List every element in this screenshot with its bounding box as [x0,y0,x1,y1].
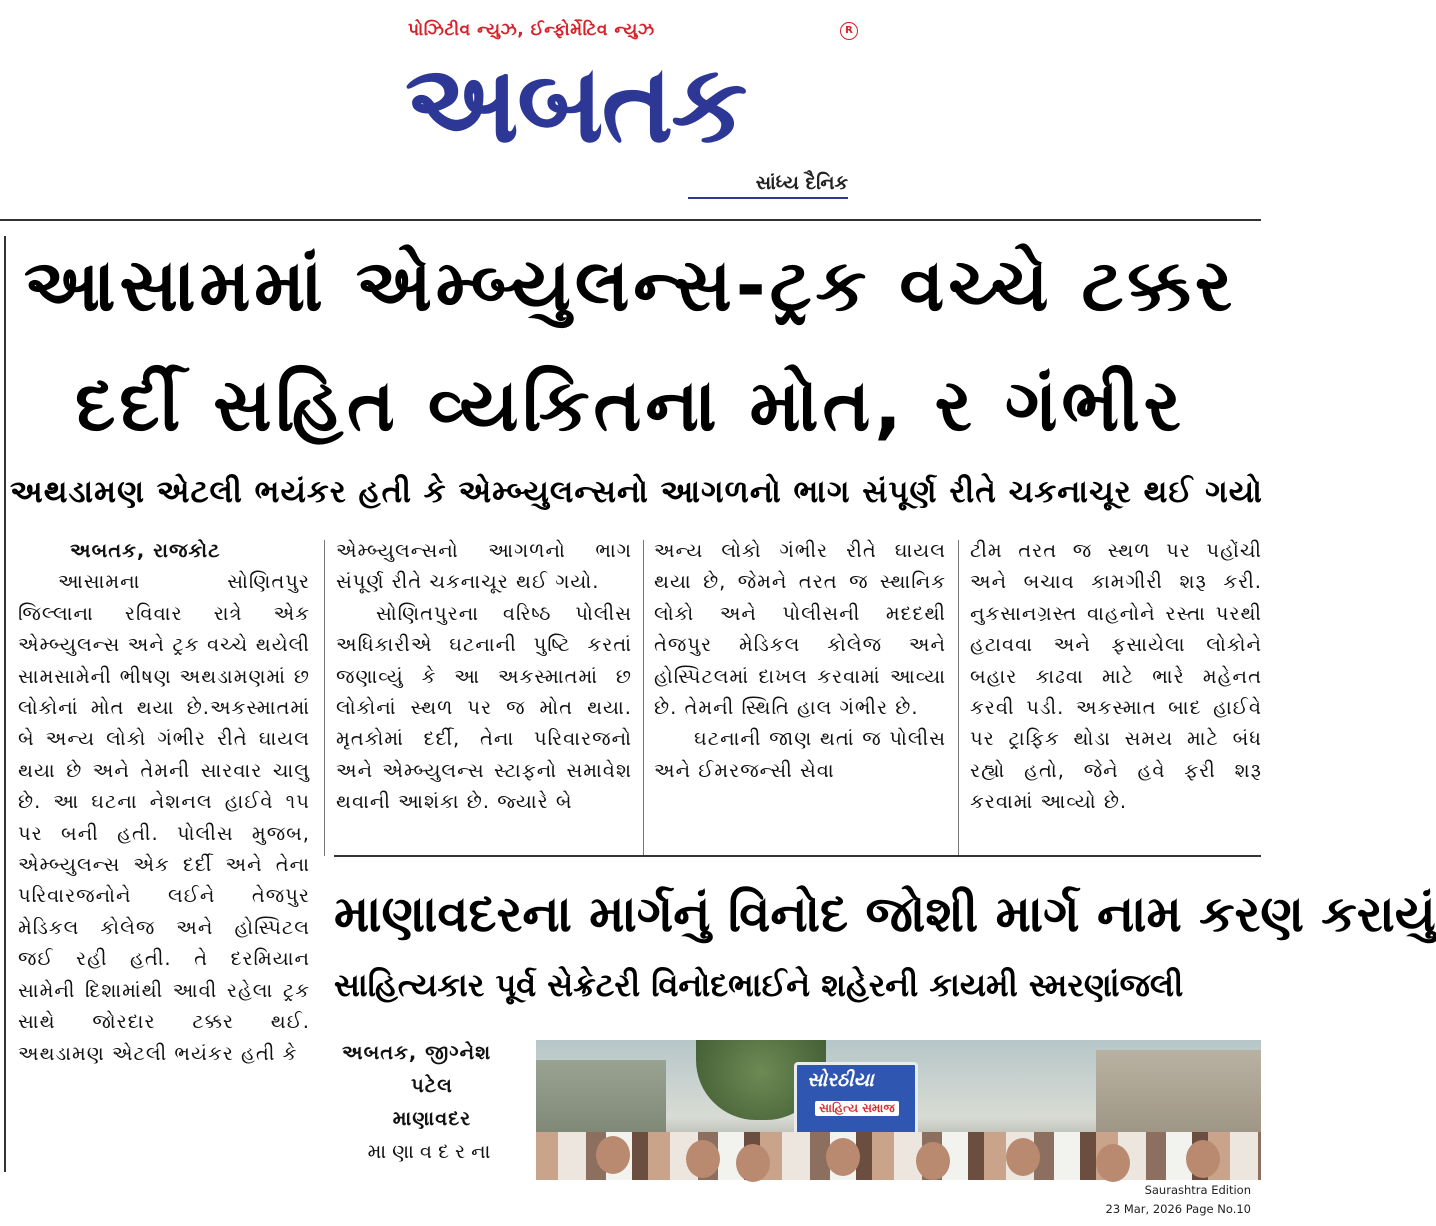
edition-label: Saurashtra Edition [1144,1183,1251,1197]
story1-dateline: અબતક, રાજકોટ [70,539,221,562]
story2-text-start: માણાવદરના [367,1140,497,1163]
photo-person [736,1144,770,1182]
story1-paragraph: એમ્બ્યુલન્સનો આગળનો ભાગ સંપૂર્ણ રીતે ચકનાચૂર થઈ ગયો. [336,539,632,594]
story1-paragraph: અન્ય લોકો ગંભીર રીતે ઘાયલ થયા છે, જેમને તરત જ સ્થાનિક લોકો અને પોલીસની મદદથી તેજપુર મેડિકલ કોલેજ અને હોસ્પિટલમાં દાખલ કરવામાં આવ્યા છે. તેમની સ્થિતિ હાલ ગંભીર છે. [654,539,946,720]
story2-deck: સાહિત્યકાર પૂર્વ સેક્રેટરી વિનોદભાઈને શહેરની કાયમી સ્મરણાંજલી [334,966,1184,1004]
story1-deck: અથડામણ એટલી ભયંકર હતી કે એમ્બ્યુલન્સનો આગળનો ભાગ સંપૂર્ણ રીતે ચકનાચૂર થઈ ગયો [10,474,1263,510]
story2-byline [342,1036,522,1168]
newspaper-logo: અબતક [405,42,746,167]
signboard-subtitle: સાહિત્ય સમાજ [815,1101,899,1116]
story2-headline: માણાવદરના માર્ગનું વિનોદ જોશી માર્ગ નામ કરણ કરાયું [334,885,1436,943]
story1-headline-line2: દર્દી સહિત વ્યકિતના મોત, ર ગંભીર [75,363,1185,447]
story1-paragraph: ઘટનાની જાણ થતાં જ પોલીસ અને ઈમરજન્સી સેવા [654,727,946,782]
photo-signboard [794,1062,918,1136]
photo-person [1096,1144,1130,1182]
story1-headline-line1: આસામમાં એમ્બ્યુલન્સ-ટ્રક વચ્ચે ટક્કર [23,243,1237,327]
masthead-divider [0,219,1261,221]
signboard-title: સોરઠીયા [807,1069,874,1091]
photo-person [1006,1138,1040,1176]
story1-column-1 [18,535,310,1069]
photo-person [826,1138,860,1176]
page-left-border [4,236,6,1172]
date-page-label: 23 Mar, 2026 Page No.10 [1105,1202,1251,1216]
masthead-subtitle: સાંધ્ય દૈનિક [755,172,848,194]
column-divider [643,540,644,856]
photo-person [916,1142,950,1180]
story2-byline-line3: માણાવદર [392,1107,472,1130]
photo-person [1186,1140,1220,1178]
subtitle-underline [688,197,848,199]
story2-byline-line1: અબતક, જીગ્નેશ [342,1041,492,1064]
column-divider [324,540,325,856]
story2-byline-line2: પટેલ [411,1074,453,1097]
story1-paragraph: ટીમ તરત જ સ્થળ પર પહોંચી અને બચાવ કામગીરી શરૂ કરી. નુકસાનગ્રસ્ત વાહનોને રસ્તા પરથી હટાવવા અને ફસાયેલા લોકોને બહાર કાઢવા માટે ભારે મહેનત કરવી પડી. અકસ્માત બાદ હાઈવે પર ટ્રાફિક થોડા સમય માટે બંધ રહ્યો હતો, જેને હવે ફરી શરૂ કરવામાં આવ્યો છે. [970,539,1262,814]
story2-photo [536,1040,1261,1180]
masthead-tagline: પોઝિટીવ ન્યુઝ, ઈન્ફોર્મેટિવ ન્યુઝ [408,20,655,40]
photo-person [596,1136,630,1174]
registered-mark-icon: R [840,22,858,40]
photo-crowd [536,1132,1261,1180]
story1-paragraph: આસામના સોણિતપુર જિલ્લાના રવિવાર રાત્રે એક એમ્બ્યુલન્સ અને ટ્રક વચ્ચે થયેલી સામસામેની ભીષણ અથડામણમાં છ લોકોનાં મોત થયા છે.અકસ્માતમાં બે અન્ય લોકો ગંભીર રીતે ઘાયલ થયા છે અને તેમની સારવાર ચાલુ છે. આ ઘટના નેશનલ હાઈવે ૧૫ પર બની હતી. પોલીસ મુજબ, એમ્બ્યુલન્સ એક દર્દી અને તેના પરિવારજનોને લઈને તેજપુર મેડિકલ કોલેજ અને હોસ્પિટલ જઈ રહી હતી. તે દરમિયાન સામેની દિશામાંથી આવી રહેલા ટ્રક સાથે જોરદાર ટક્કર થઈ. અથડામણ એટલી ભયંકર હતી કે [18,570,310,1065]
story-divider [334,855,1261,857]
story1-column-2 [336,535,632,818]
story1-column-3 [654,535,946,786]
story1-paragraph: સોણિતપુરના વરિષ્ઠ પોલીસ અધિકારીએ ઘટનાની પુષ્ટિ કરતાં જણાવ્યું કે આ અકસ્માતમાં છ લોકોનાં સ્થળ પર જ મોત થયા. મૃતકોમાં દર્દી, તેના પરિવારજનો અને એમ્બ્યુલન્સ સ્ટાફનો સમાવેશ થવાની આશંકા છે. જ્યારે બે [336,601,632,814]
column-divider [958,540,959,856]
photo-person [686,1140,720,1178]
story1-column-4 [970,535,1262,818]
